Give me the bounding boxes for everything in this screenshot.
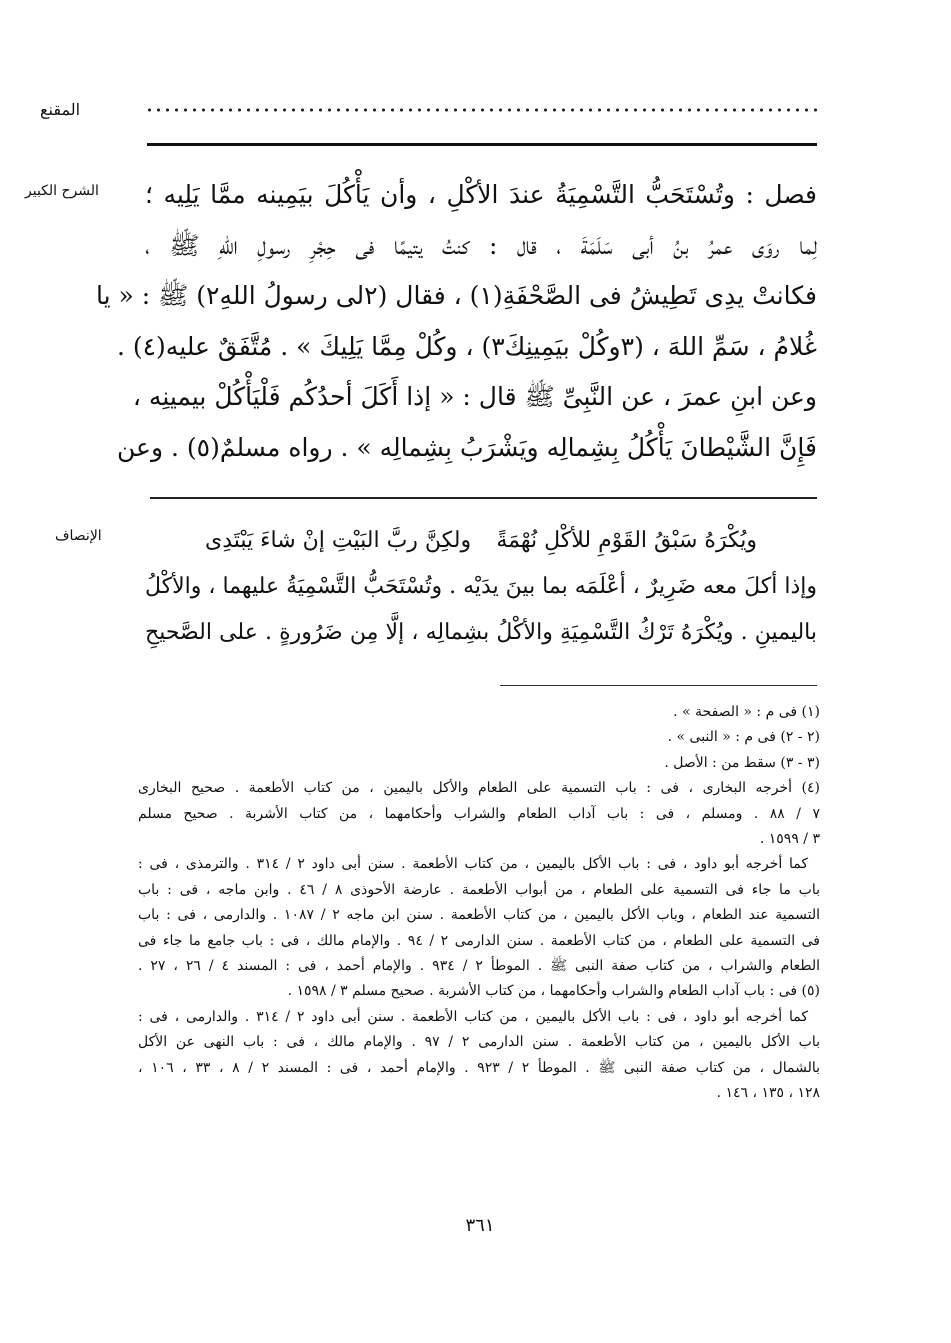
footnote-line: بالشمال ، من كتاب صفة النبى ﷺ . الموطأ ٢ / ٩٢٣ . والإمام أحمد ، فى : المسند ٢ / ٨ ، ٣٣ ، ١٠٦ ، (138, 1059, 821, 1076)
footnote-line: (٥) فى : باب آداب الطعام والشراب وأحكامهما ، من كتاب الأشربة . صحيح مسلم ٣ / ١٥٩٨ . (287, 983, 820, 1000)
verse-hemistich-left: ولكِنَّ ربَّ البَيْتِ إنْ شاءَ يَبْتَدِى (205, 528, 472, 553)
footnote-line: (١) فى م : « الصفحة » . (673, 704, 820, 720)
sharh-line: فَإِنَّ الشَّيْطانَ يَأْكُلُ بِشِمالِه ويَشْرَبُ بِشِمالِه » . رواه مسلمٌ(٥) . وعن (117, 432, 817, 462)
footnote-line: كما أخرجه أبو داود ، فى : باب الأكل باليمين ، من كتاب الأطعمة . سنن أبى داود ٢ / ٣١٤ . والترمذى ، فى : (138, 856, 809, 873)
sharh-line: غُلامُ ، سَمِّ اللهَ ، (٣وكُلْ بيَمِينِكَ٣) ، وكُلْ مِمَّا يَلِيكَ » . مُتَّفَقٌ عليه(٤) . (116, 331, 817, 361)
footnote-line: (٢ - ٢) فى م : « النبى » . (667, 729, 820, 746)
page-number: ٣٦١ (465, 1215, 495, 1236)
footnote-line: ٧ / ٨٨ . ومسلم ، فى : باب آداب الطعام والشراب وأحكامهما ، من كتاب الأشربة . صحيح مسلم (138, 805, 820, 822)
sharh-text-block (95, 170, 817, 473)
header-dotted-leader (145, 103, 817, 117)
section-divider (150, 497, 817, 499)
footnote-line: (٤) أخرجه البخارى ، فى : باب التسمية على الطعام والأكل باليمين ، من كتاب الأطعمة . صحيح البخارى (138, 780, 820, 797)
footnote-line: فى التسمية على الطعام ، من كتاب الأطعمة . سنن الدارمى ٢ / ٩٤ . والإمام مالك ، فى : باب جامع ما جاء فى (138, 932, 820, 949)
footnote-line: الطعام والشراب ، من كتاب صفة النبى ﷺ . الموطأ ٢ / ٩٣٤ . والإمام أحمد ، فى : المسند ٤ / ٢٦ ، ٢٧ . (138, 958, 821, 975)
sharh-label: الشرح الكبير (25, 183, 99, 199)
sharh-line: لِما روَى عمرُ بنُ أبى سَلَمَةَ ، قال : كنتُ يتيمًا فى حِجْرِ رسولِ اللهِ ﷺ ، (145, 230, 817, 260)
sharh-line: وعن ابنِ عمرَ ، عن النَّبِىِّ ﷺ قال : « إذا أَكَلَ أحدُكُم فَلْيَأْكُلْ بيمينِه ، (132, 382, 817, 411)
footnote-rule (500, 685, 817, 686)
footnote-line: باب الأكل باليمين ، من كتاب الأطعمة . سنن الدارمى ٢ / ٩٧ . والإمام مالك ، فى : باب النهى عن الأكل (138, 1034, 820, 1051)
verse-line (145, 518, 817, 564)
footnote-line: (٣ - ٣) سقط من : الأصل . (664, 754, 820, 771)
footnote-line: ٣ / ١٥٩٩ . (759, 831, 820, 848)
sharh-line: فكانتْ يدِى تَطِيشُ فى الصَّحْفَةِ(١) ، فقال (٢لى رسولُ اللهِ٢) ﷺ : « يا (95, 281, 817, 310)
verse-hemistich-right: ويُكْرَهُ سَبْقُ القَوْمِ للأكْلِ نُهْمَةً (496, 528, 757, 553)
footnote-line: كما أخرجه أبو داود ، فى : باب الأكل باليمين ، من كتاب الأطعمة . سنن أبى داود ٢ / ٣١٤ . والدارمى ، فى : (138, 1008, 808, 1025)
footnotes-block (138, 700, 820, 1107)
sharh-line: فصل : وتُسْتَحَبُّ التَّسْمِيَةُ عندَ الأكْلِ ، وأن يَأْكُلَ بيَمِينه ممَّا يَلِيه ؛ (145, 180, 817, 209)
insaf-line: باليمينِ . ويُكْرَهُ تَرْكُ التَّسْمِيَةِ والأكْلُ بشِمالِه ، إلَّا مِن ضَرُورةٍ . على الصَّحيحِ (145, 620, 817, 645)
footnote-line: ١٢٨ ، ١٣٥ ، ١٤٦ . (716, 1085, 820, 1102)
running-title: المقنع (40, 100, 81, 119)
header-rule (147, 143, 817, 146)
insaf-line: وإذا أكلَ معه ضَرِيرٌ ، أعْلَمَه بما بينَ يدَيْه . وتُسْتَحَبُّ التَّسْمِيَةُ عليهما ، والأكْلُ (144, 574, 817, 599)
insaf-label: الإنصاف (55, 528, 102, 544)
insaf-text-block (145, 518, 817, 656)
footnote-line: باب ما جاء فى التسمية على الطعام ، من أبواب الأطعمة . عارضة الأحوذى ٨ / ٤٦ . وابن ماجه ، فى : باب (138, 881, 820, 898)
footnote-line: التسمية عند الطعام ، وباب الأكل باليمين ، من كتاب الأطعمة . سنن ابن ماجه ٢ / ١٠٨٧ . والدارمى ، فى : باب (138, 907, 820, 924)
